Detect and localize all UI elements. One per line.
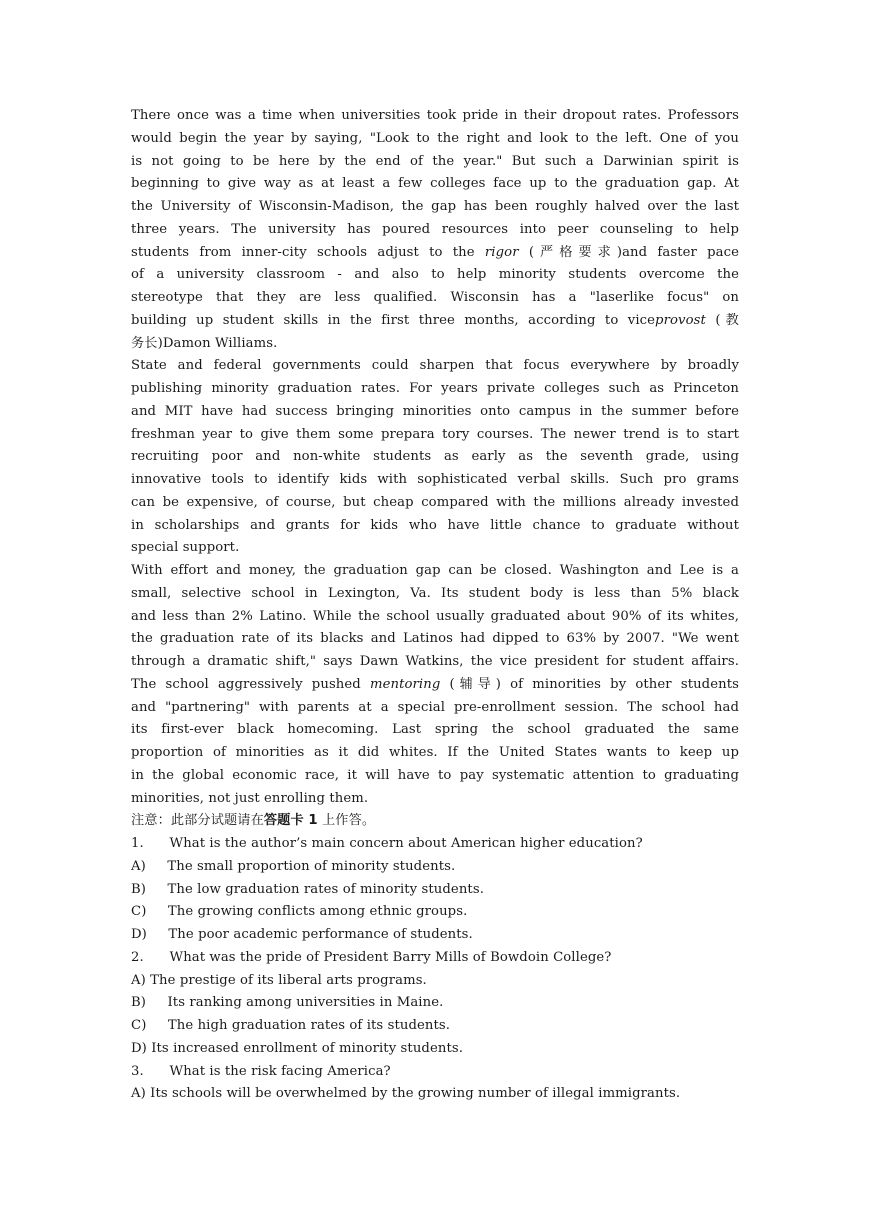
option-1c: C) The growing conflicts among ethnic groups. — [131, 904, 468, 920]
text-line: would begin the year by saying, "Look to the right and look to the left. One of you — [131, 130, 739, 146]
text-line-mentoring — [131, 674, 739, 697]
text-line: and less than 2% Latino. While the school usually graduated about 90% of its whites, — [131, 608, 739, 624]
text-line: through a dramatic shift," says Dawn Watkins, the vice president for student affairs. — [131, 654, 739, 669]
option-2a: A) The prestige of its liberal arts programs. — [131, 972, 427, 988]
italic-term-rigor: rigor — [484, 244, 519, 260]
text-line: and MIT have had success bringing minorities onto campus in the summer before — [131, 403, 739, 419]
text-line: small, selective school in Lexington, Va. Its student body is less than 5% black — [131, 585, 739, 601]
option-1b: B) The low graduation rates of minority students. — [131, 881, 484, 897]
option-1d: D) The poor academic performance of students. — [131, 927, 473, 942]
text-line: 务长)Damon Williams. — [131, 335, 278, 351]
text-line: beginning to give way as at least a few colleges face up to the graduation gap. At — [131, 176, 739, 192]
text-line: in scholarships and grants for kids who have little chance to graduate without — [131, 517, 739, 533]
text-line: State and federal governments could sharpen that focus everywhere by broadly — [131, 358, 739, 374]
text-segment: (辅导) of minorities by other students — [449, 676, 739, 692]
italic-term-mentoring: mentoring — [369, 676, 441, 692]
text-line: proportion of minorities as it did whites. If the United States wants to keep up — [131, 745, 739, 760]
text-line: minorities, not just enrolling them. — [131, 790, 369, 806]
option-2b: B) Its ranking among universities in Maine. — [131, 995, 444, 1011]
text-segment: building up student skills in the first three months, according to vice — [131, 312, 656, 328]
option-3a: A) Its schools will be overwhelmed by the growing number of illegal immigrants. — [131, 1086, 681, 1102]
paragraph-2 — [131, 355, 739, 560]
text-line: publishing minority graduation rates. For years private colleges such as Princeton — [131, 381, 739, 396]
question-2: 2. What was the pride of President Barry Mills of Bowdoin College? — [131, 949, 612, 965]
text-line: freshman year to give them some prepara tory courses. The newer trend is to start — [131, 426, 739, 442]
answer-sheet-note — [131, 810, 739, 833]
text-segment: The school aggressively pushed — [131, 676, 370, 692]
text-segment: (教 — [715, 312, 739, 328]
text-line: three years. The university has poured resources into peer counseling to help — [131, 221, 739, 237]
question-1: 1. What is the author’s main concern about American higher education? — [131, 836, 643, 851]
text-line: There once was a time when universities took pride in their dropout rates. Professors — [131, 108, 739, 123]
paragraph-3 — [131, 560, 739, 810]
text-line: the University of Wisconsin-Madison, the gap has been roughly halved over the last — [131, 199, 739, 214]
paragraph-1 — [131, 105, 739, 355]
note-prefix: 注意：此部分试题请在 — [131, 813, 264, 829]
text-line: its first-ever black homecoming. Last spring the school graduated the same — [131, 722, 739, 738]
italic-term-provost: provost — [655, 312, 706, 328]
text-line: With effort and money, the graduation gap can be closed. Washington and Lee is a — [131, 563, 739, 578]
text-line-rigor — [131, 242, 739, 265]
text-line: can be expensive, of course, but cheap compared with the millions already invested — [131, 494, 739, 510]
note-answer-card: 答题卡 1 — [263, 813, 318, 829]
option-1a: A) The small proportion of minority students. — [131, 858, 456, 874]
text-line: recruiting poor and non-white students as early as the seventh grade, using — [131, 449, 739, 465]
text-line-provost — [131, 310, 739, 333]
text-line: special support. — [131, 540, 240, 556]
question-list — [131, 833, 739, 1106]
option-2d: D) Its increased enrollment of minority students. — [131, 1040, 464, 1056]
text-line: is not going to be here by the end of the year." But such a Darwinian spirit is — [131, 153, 739, 169]
option-2c: C) The high graduation rates of its students. — [131, 1018, 451, 1033]
text-segment: students from inner-city schools adjust to the — [131, 244, 485, 260]
text-line: innovative tools to identify kids with sophisticated verbal skills. Such pro grams — [131, 472, 739, 487]
note-suffix: 上作答。 — [317, 813, 376, 829]
text-line: of a university classroom - and also to help minority students overcome the — [131, 267, 739, 283]
text-line: in the global economic race, it will have to pay systematic attention to graduating — [131, 767, 739, 783]
text-line: and "partnering" with parents at a special pre-enrollment session. The school had — [131, 699, 739, 715]
question-3: 3. What is the risk facing America? — [131, 1063, 391, 1079]
text-line: the graduation rate of its blacks and Latinos had dipped to 63% by 2007. "We went — [131, 631, 739, 647]
text-line: stereotype that they are less qualified. Wisconsin has a "laserlike focus" on — [131, 290, 739, 305]
text-segment: (严格要求)and faster pace — [528, 244, 740, 260]
document-page — [131, 105, 739, 1106]
